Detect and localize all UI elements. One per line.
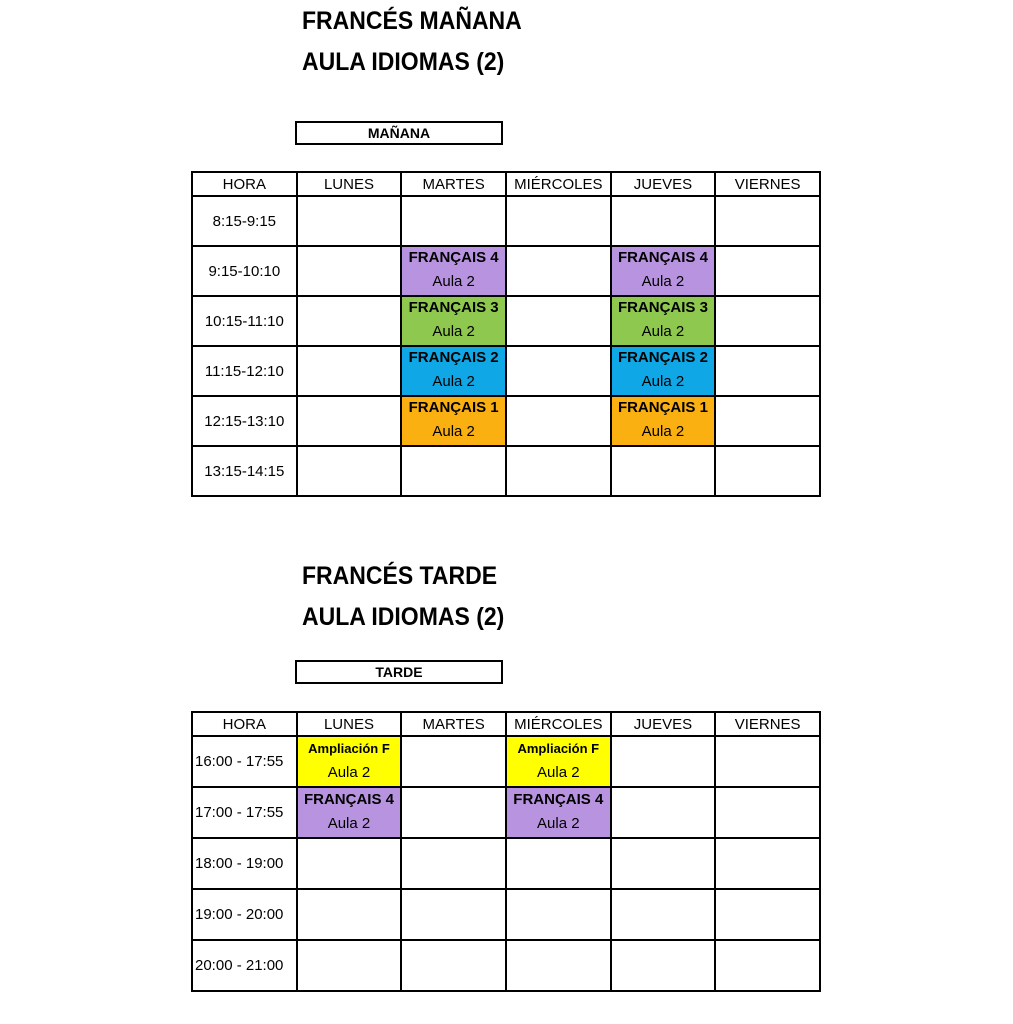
column-header-lunes: LUNES — [297, 172, 402, 196]
hour-cell: 11:15-12:10 — [192, 346, 297, 396]
empty-cell — [715, 446, 820, 496]
empty-cell — [401, 889, 506, 940]
class-cell — [297, 736, 402, 787]
schedule-row — [192, 246, 820, 296]
afternoon-shift-label: TARDE — [295, 660, 503, 684]
class-room: Aula 2 — [641, 423, 685, 440]
empty-cell — [506, 889, 611, 940]
schedule-row — [192, 838, 820, 889]
empty-cell — [611, 446, 716, 496]
hour-cell: 17:00 - 17:55 — [192, 787, 297, 838]
empty-cell — [297, 196, 402, 246]
class-name: FRANÇAIS 1 — [617, 399, 708, 416]
empty-cell — [506, 296, 611, 346]
empty-cell — [715, 246, 820, 296]
empty-cell — [401, 787, 506, 838]
class-room: Aula 2 — [641, 273, 685, 290]
class-name: FRANÇAIS 3 — [408, 299, 499, 316]
class-room: Aula 2 — [641, 323, 685, 340]
empty-cell — [506, 446, 611, 496]
class-cell — [401, 396, 506, 446]
empty-cell — [611, 787, 716, 838]
morning-title: FRANCÉS MAÑANA — [302, 7, 522, 35]
afternoon-schedule-table — [191, 711, 821, 992]
empty-cell — [506, 246, 611, 296]
schedule-row — [192, 736, 820, 787]
morning-shift-label: MAÑANA — [295, 121, 503, 145]
empty-cell — [715, 296, 820, 346]
column-header-jueves: JUEVES — [611, 172, 716, 196]
afternoon-title: FRANCÉS TARDE — [302, 562, 498, 590]
schedule-row — [192, 940, 820, 991]
empty-cell — [297, 889, 402, 940]
class-room: Aula 2 — [432, 373, 475, 390]
class-cell — [611, 246, 716, 296]
column-header-hora: HORA — [192, 172, 297, 196]
hour-cell: 8:15-9:15 — [192, 196, 297, 246]
class-room: Aula 2 — [537, 763, 580, 781]
schedule-row — [192, 446, 820, 496]
hour-cell: 13:15-14:15 — [192, 446, 297, 496]
column-header-jueves: JUEVES — [611, 712, 716, 736]
empty-cell — [506, 940, 611, 991]
column-header-hora: HORA — [192, 712, 297, 736]
header-row — [192, 172, 820, 196]
schedule-row — [192, 346, 820, 396]
hour-cell: 12:15-13:10 — [192, 396, 297, 446]
schedule-row — [192, 196, 820, 246]
empty-cell — [611, 196, 716, 246]
class-room: Aula 2 — [327, 814, 371, 832]
empty-cell — [611, 736, 716, 787]
class-room: Aula 2 — [327, 763, 371, 781]
column-header-miercoles: MIÉRCOLES — [506, 172, 611, 196]
column-header-martes: MARTES — [401, 712, 506, 736]
class-cell — [401, 346, 506, 396]
class-name: FRANÇAIS 3 — [617, 299, 708, 316]
empty-cell — [401, 196, 506, 246]
class-cell — [506, 736, 611, 787]
empty-cell — [506, 196, 611, 246]
class-name: Ampliación F — [517, 740, 600, 756]
empty-cell — [715, 838, 820, 889]
class-cell — [611, 296, 716, 346]
header-row — [192, 712, 820, 736]
empty-cell — [297, 396, 402, 446]
class-room: Aula 2 — [432, 273, 475, 290]
class-name: FRANÇAIS 4 — [513, 790, 604, 808]
empty-cell — [611, 940, 716, 991]
empty-cell — [715, 940, 820, 991]
empty-cell — [506, 346, 611, 396]
empty-cell — [401, 940, 506, 991]
empty-cell — [506, 396, 611, 446]
class-room: Aula 2 — [432, 323, 475, 340]
column-header-viernes: VIERNES — [715, 172, 820, 196]
hour-cell: 16:00 - 17:55 — [192, 736, 297, 787]
empty-cell — [715, 196, 820, 246]
class-cell — [611, 346, 716, 396]
class-cell — [297, 787, 402, 838]
afternoon-subtitle: AULA IDIOMAS (2) — [302, 603, 505, 631]
empty-cell — [297, 446, 402, 496]
empty-cell — [715, 889, 820, 940]
class-name: FRANÇAIS 2 — [408, 349, 499, 366]
empty-cell — [715, 346, 820, 396]
empty-cell — [611, 889, 716, 940]
column-header-lunes: LUNES — [297, 712, 402, 736]
hour-cell: 19:00 - 20:00 — [192, 889, 297, 940]
column-header-martes: MARTES — [401, 172, 506, 196]
schedule-row — [192, 889, 820, 940]
column-header-miercoles: MIÉRCOLES — [506, 712, 611, 736]
class-name: FRANÇAIS 1 — [408, 399, 499, 416]
hour-cell: 20:00 - 21:00 — [192, 940, 297, 991]
morning-schedule-table — [191, 171, 821, 497]
schedule-row — [192, 396, 820, 446]
empty-cell — [401, 736, 506, 787]
class-name: FRANÇAIS 4 — [408, 249, 499, 266]
empty-cell — [715, 787, 820, 838]
empty-cell — [401, 446, 506, 496]
empty-cell — [297, 246, 402, 296]
empty-cell — [297, 838, 402, 889]
empty-cell — [401, 838, 506, 889]
schedule-row — [192, 787, 820, 838]
empty-cell — [611, 838, 716, 889]
class-room: Aula 2 — [432, 423, 475, 440]
class-name: Ampliación F — [308, 740, 390, 756]
class-cell — [611, 396, 716, 446]
hour-cell: 18:00 - 19:00 — [192, 838, 297, 889]
class-room: Aula 2 — [641, 373, 685, 390]
class-name: FRANÇAIS 4 — [303, 790, 394, 808]
class-name: FRANÇAIS 2 — [617, 349, 708, 366]
empty-cell — [506, 838, 611, 889]
empty-cell — [297, 940, 402, 991]
class-cell — [401, 246, 506, 296]
hour-cell: 10:15-11:10 — [192, 296, 297, 346]
morning-subtitle: AULA IDIOMAS (2) — [302, 48, 505, 76]
empty-cell — [715, 396, 820, 446]
schedule-row — [192, 296, 820, 346]
class-name: FRANÇAIS 4 — [617, 249, 708, 266]
class-cell — [506, 787, 611, 838]
class-cell — [401, 296, 506, 346]
empty-cell — [715, 736, 820, 787]
column-header-viernes: VIERNES — [715, 712, 820, 736]
hour-cell: 9:15-10:10 — [192, 246, 297, 296]
class-room: Aula 2 — [537, 814, 580, 832]
empty-cell — [297, 296, 402, 346]
empty-cell — [297, 346, 402, 396]
